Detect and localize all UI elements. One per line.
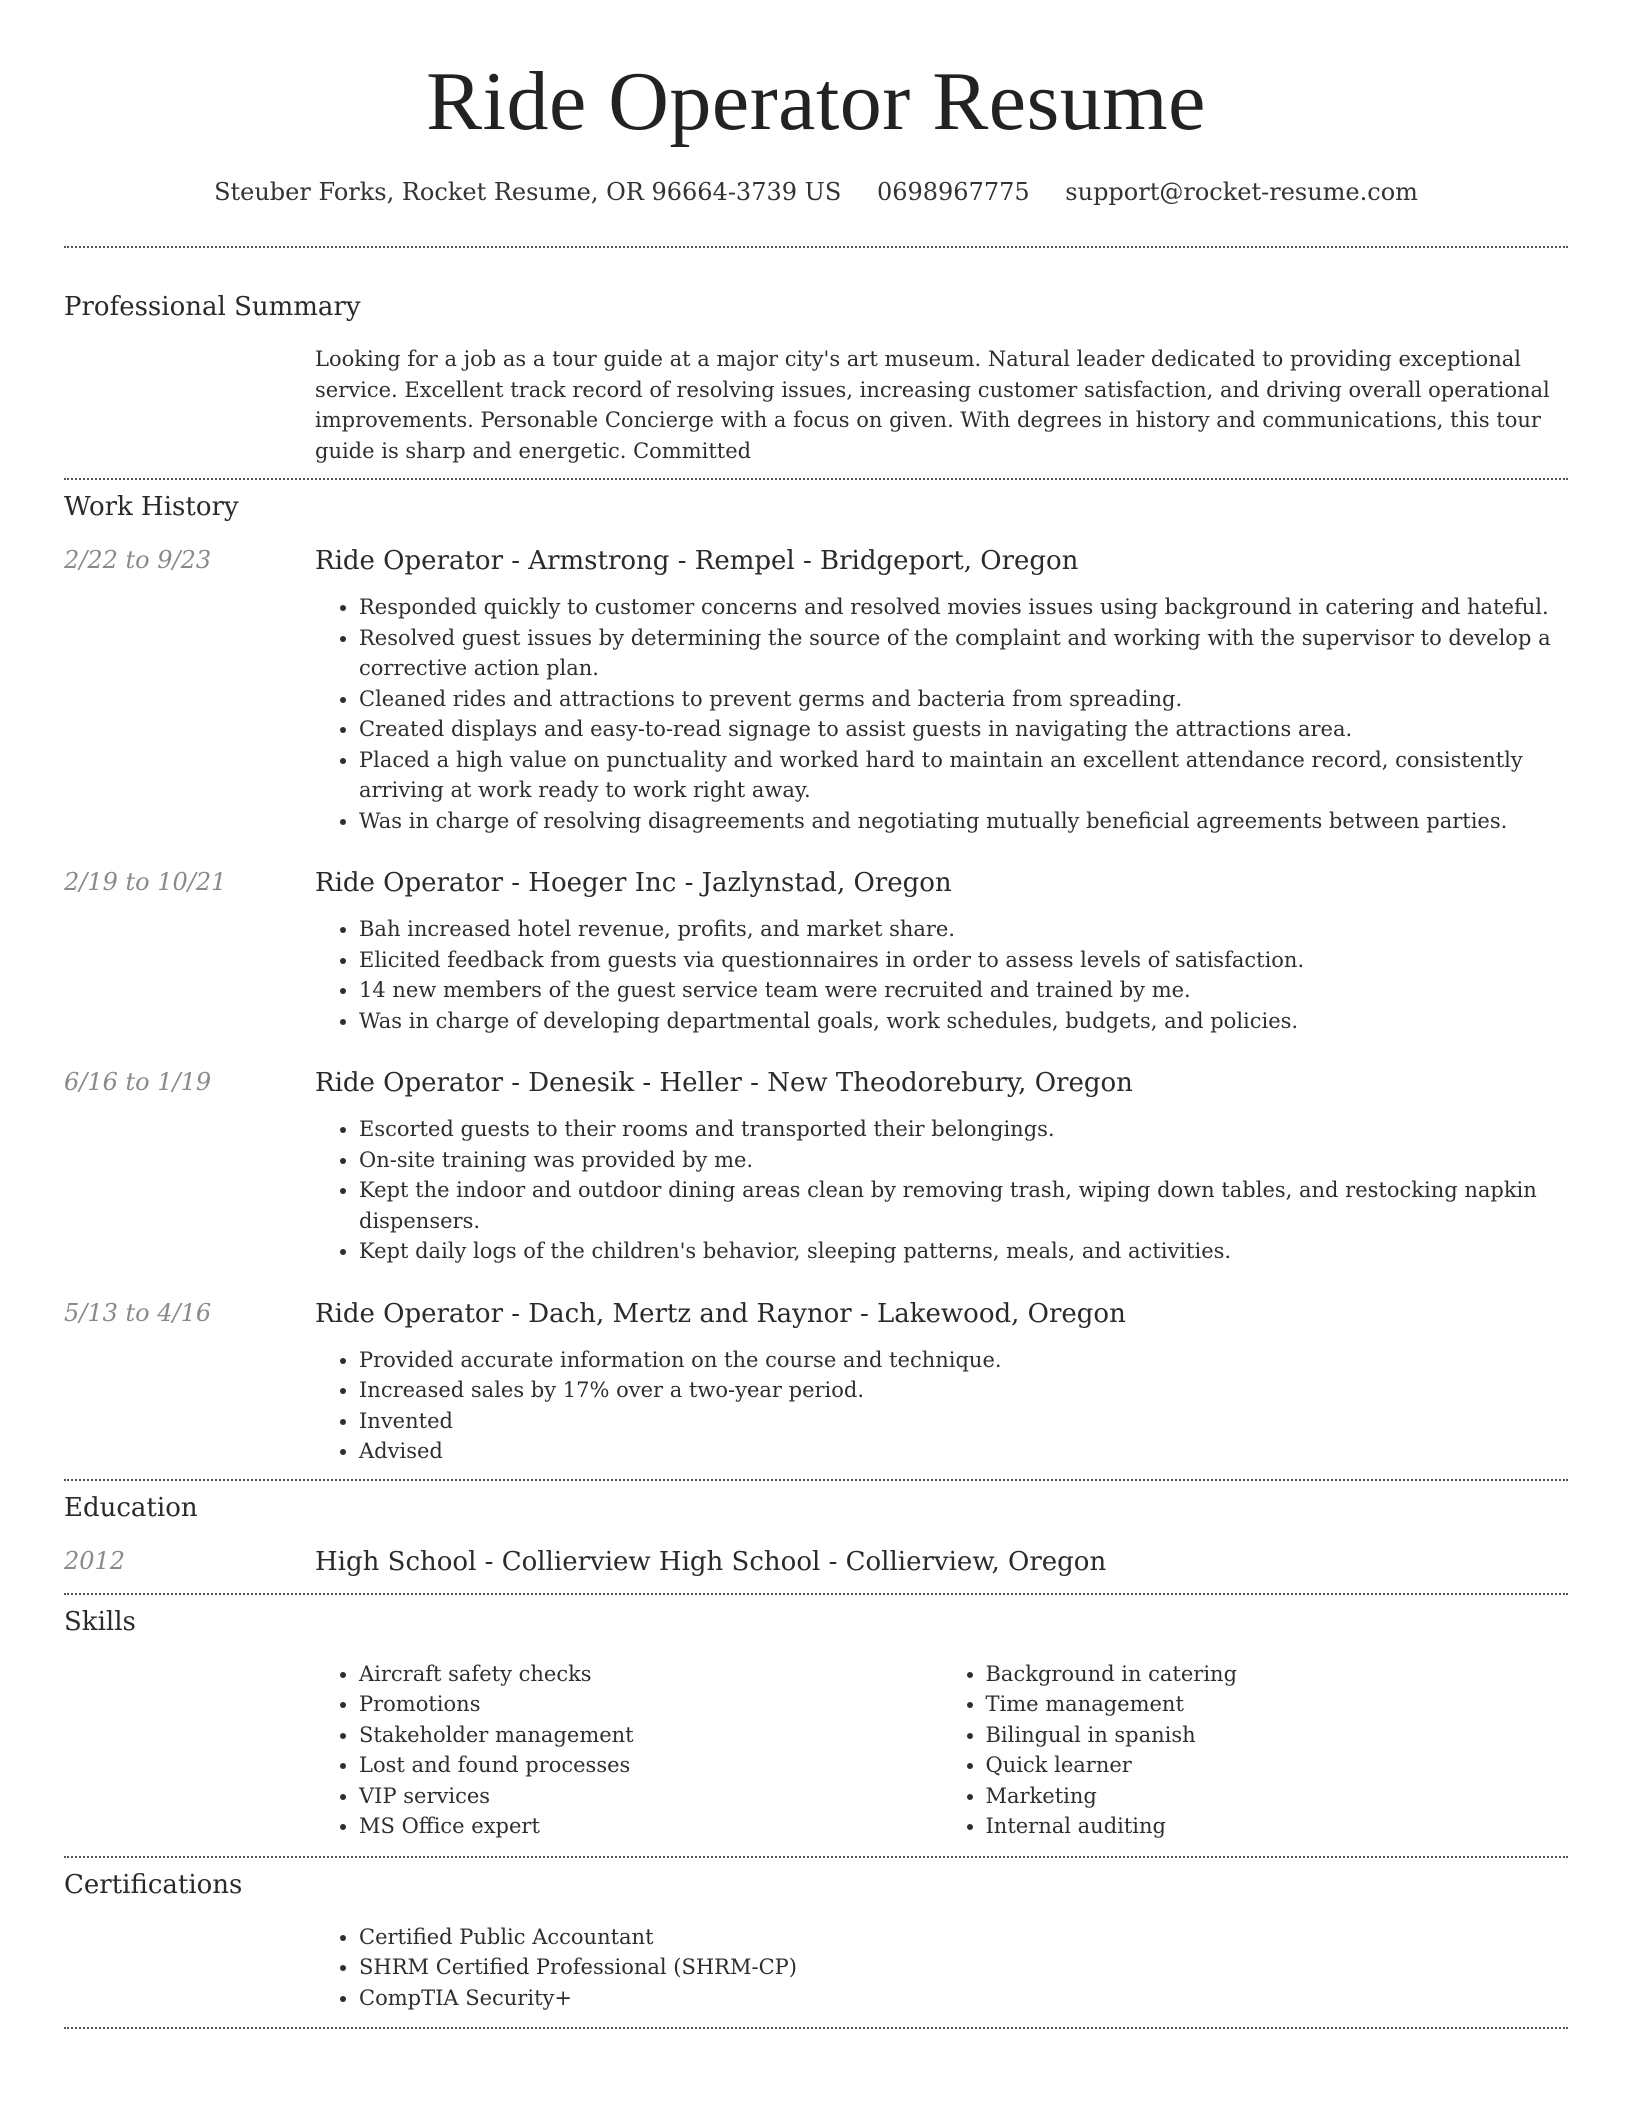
skill-item: • MS Office expert — [359, 1811, 942, 1842]
certification-item: • SHRM Certified Professional (SHRM-CP) — [359, 1952, 1568, 1983]
job-bullet: • Created displays and easy-to-read signage to assist guests in navigating the attractions area. — [359, 714, 1568, 745]
work-history-section — [64, 480, 1568, 1479]
skill-item: • Promotions — [359, 1689, 942, 1720]
job-entry — [64, 1066, 1568, 1267]
job-bullet: • Resolved guest issues by determining the source of the complaint and working with the supervisor to develop a corrective action plan. — [359, 623, 1568, 684]
job-bullet: • Provided accurate information on the course and technique. — [359, 1345, 1568, 1376]
skill-item: • Time management — [986, 1689, 1569, 1720]
job-bullets — [315, 1114, 1568, 1267]
job-bullet: • Was in charge of developing departmental goals, work schedules, budgets, and policies. — [359, 1006, 1568, 1037]
job-entry — [64, 1297, 1568, 1479]
skill-item: • Marketing — [986, 1781, 1569, 1812]
job-bullet: • Escorted guests to their rooms and transported their belongings. — [359, 1114, 1568, 1145]
job-bullet: • Placed a high value on punctuality and worked hard to maintain an excellent attendance record, consistently arriving at work ready to work right away. — [359, 745, 1568, 806]
job-bullets — [315, 592, 1568, 836]
job-title: Ride Operator - Denesik - Heller - New Theodorebury, Oregon — [315, 1068, 1133, 1098]
job-bullet: • Increased sales by 17% over a two-year period. — [359, 1375, 1568, 1406]
certifications-list — [315, 1922, 1568, 2014]
certification-item: • Certified Public Accountant — [359, 1922, 1568, 1953]
contact-address: Steuber Forks, Rocket Resume, OR 96664-3739 US — [214, 178, 842, 206]
job-title: Ride Operator - Armstrong - Rempel - Bridgeport, Oregon — [315, 546, 1079, 576]
skills-list-right — [942, 1659, 1569, 1842]
summary-heading: Professional Summary — [64, 292, 361, 322]
job-entry — [64, 866, 1568, 1036]
skill-item: • Bilingual in spanish — [986, 1720, 1569, 1751]
certifications-heading: Certifications — [64, 1869, 243, 1900]
job-bullet: • 14 new members of the guest service team were recruited and trained by me. — [359, 975, 1568, 1006]
contact-phone: 0698967775 — [876, 178, 1030, 206]
job-bullets — [315, 1345, 1568, 1467]
job-bullet: • Elicited feedback from guests via questionnaires in order to assess levels of satisfaction. — [359, 945, 1568, 976]
job-entry — [64, 544, 1568, 836]
education-entry — [64, 1545, 1568, 1579]
education-heading: Education — [64, 1492, 198, 1523]
job-dates: 2/19 to 10/21 — [64, 868, 227, 896]
skill-item: • Lost and found processes — [359, 1750, 942, 1781]
resume-title: Ride Operator Resume — [426, 55, 1206, 148]
resume-page — [64, 0, 1568, 2029]
skill-item: • Background in catering — [986, 1659, 1569, 1690]
skills-heading: Skills — [64, 1606, 136, 1637]
summary-text: Looking for a job as a tour guide at a major city's art museum. Natural leader dedicated to providing exceptional service. Excellent track record of resolving issues, increasing customer satisfaction, and driving overall operational improvements. Personable Concierge with a focus on given. With degrees in history and communications, this tour guide is sharp and energetic. Committed — [315, 347, 1550, 463]
education-degree: High School - Collierview High School - Collierview, Oregon — [315, 1546, 1107, 1577]
job-dates: 6/16 to 1/19 — [64, 1068, 212, 1096]
skill-item: • Aircraft safety checks — [359, 1659, 942, 1690]
job-title: Ride Operator - Hoeger Inc - Jazlynstad, Oregon — [315, 868, 952, 898]
contact-line — [64, 176, 1568, 208]
work-history-heading: Work History — [64, 492, 239, 522]
education-section — [64, 1481, 1568, 1593]
job-bullet: • Responded quickly to customer concerns and resolved movies issues using background in catering and hateful. — [359, 592, 1568, 623]
skills-list-left — [315, 1659, 942, 1842]
contact-email: support@rocket-resume.com — [1065, 178, 1418, 206]
job-title: Ride Operator - Dach, Mertz and Raynor - Lakewood, Oregon — [315, 1298, 1126, 1329]
job-bullet: • Bah increased hotel revenue, profits, and market share. — [359, 914, 1568, 945]
education-date: 2012 — [64, 1546, 126, 1575]
skills-section — [64, 1595, 1568, 1856]
skill-item: • VIP services — [359, 1781, 942, 1812]
job-bullet: • Kept the indoor and outdoor dining areas clean by removing trash, wiping down tables, and restocking napkin dispensers. — [359, 1175, 1568, 1236]
job-bullet: • Was in charge of resolving disagreements and negotiating mutually beneficial agreements between parties. — [359, 806, 1568, 837]
divider — [64, 2027, 1568, 2029]
job-bullet: • Cleaned rides and attractions to prevent germs and bacteria from spreading. — [359, 684, 1568, 715]
summary-section — [64, 248, 1568, 478]
job-dates: 2/22 to 9/23 — [64, 546, 212, 574]
skill-item: • Quick learner — [986, 1750, 1569, 1781]
certification-item: • CompTIA Security+ — [359, 1983, 1568, 2014]
certifications-section — [64, 1858, 1568, 2028]
job-dates: 5/13 to 4/16 — [64, 1298, 212, 1327]
skill-item: • Internal auditing — [986, 1811, 1569, 1842]
skill-item: • Stakeholder management — [359, 1720, 942, 1751]
job-bullet: • Kept daily logs of the children's behavior, sleeping patterns, meals, and activities. — [359, 1236, 1568, 1267]
job-bullets — [315, 914, 1568, 1036]
job-bullet: • Advised — [359, 1436, 1568, 1467]
job-bullet: • Invented — [359, 1406, 1568, 1437]
job-bullet: • On-site training was provided by me. — [359, 1145, 1568, 1176]
